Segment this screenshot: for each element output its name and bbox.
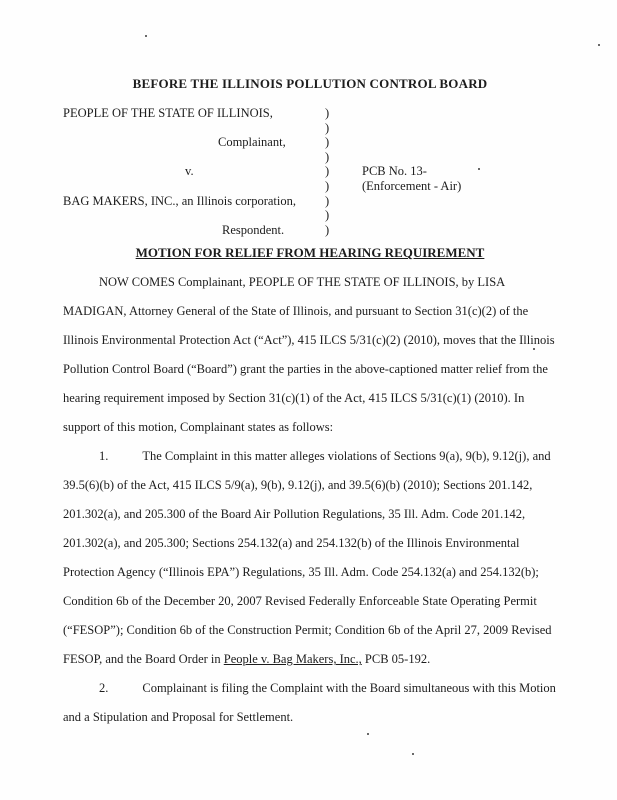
scan-speck: [145, 35, 147, 37]
caption-right-text: [362, 223, 557, 238]
caption-row: [63, 121, 557, 136]
respondent-party-name: BAG MAKERS, INC., an Illinois corporation,: [63, 193, 296, 208]
paragraph-text: The Complaint in this matter alleges violations of Sections 9(a), 9(b), 9.12(j), and 39.5(6)(b) of the Act, 415 ILCS 5/9(a), 9(b), 9.12(j), and 39.5(6)(b) (2010); Sections 201.142, 201.302(a), and 205.300 of the Board Air Pollution Regulations, 35 Ill. Adm. Code 201.142, 201.302(a), and 205.300; Sections 254.132(a) and 254.132(b) of the Illinois Environmental Protection Agency (“Illinois EPA”) Regulations, 35 Ill. Adm. Code 254.132(a) and 254.132(b); Condition 6b of the December 20, 2007 Revised Federally Enforceable State Operating Permit (“FESOP”); Condition 6b of the Construction Permit; Condition 6b of the April 27, 2009 Revised FESOP, and the Board Order in: [63, 449, 552, 667]
caption-left-text: [63, 150, 325, 165]
complainant-role-label: Complainant,: [218, 135, 286, 150]
case-type: (Enforcement - Air): [362, 178, 462, 193]
scan-speck: [412, 753, 414, 755]
paragraph-text: Complainant is filing the Complaint with the Board simultaneous with this Motion and a Stipulation and Proposal for Settlement.: [63, 681, 556, 725]
scan-speck: [478, 168, 480, 170]
complainant-party-name: PEOPLE OF THE STATE OF ILLINOIS,: [63, 106, 273, 120]
case-citation: People v. Bag Makers, Inc.,: [223, 652, 362, 667]
caption-row: [63, 223, 557, 238]
caption-row: [63, 164, 557, 179]
court-header: BEFORE THE ILLINOIS POLLUTION CONTROL BOARD: [132, 76, 488, 91]
case-number: PCB No. 13-: [362, 164, 427, 179]
caption-row: [63, 150, 557, 165]
opening-paragraph: NOW COMES Complainant, PEOPLE OF THE STATE OF ILLINOIS, by LISA MADIGAN, Attorney General of the State of Illinois, and pursuant to Section 31(c)(2) of the Illinois Environmental Protection Act (“Act”), 415 ILCS 5/31(c)(2) (2010), moves that the Illinois Pollution Control Board (“Board”) grant the parties in the above-captioned matter relief from the hearing requirement imposed by Section 31(c)(1) of the Act, 415 ILCS 5/31(c)(1) (2010). In support of this motion, Complainant states as follows:: [63, 275, 555, 435]
numbered-paragraph-2: [63, 674, 557, 732]
caption-right-text: [362, 106, 557, 121]
caption-paren: ): [325, 135, 330, 150]
scan-speck: [533, 348, 535, 350]
caption-right-text: [362, 150, 557, 165]
paragraph-number: 1.: [99, 449, 109, 464]
caption-row: [63, 179, 557, 194]
caption-row: [63, 135, 557, 150]
caption-paren: ): [325, 193, 330, 208]
caption-right-text: [362, 135, 557, 150]
motion-title: MOTION FOR RELIEF FROM HEARING REQUIREMENT: [135, 245, 485, 261]
paragraph-text: PCB 05-192.: [361, 652, 431, 667]
paragraph-number: 2.: [99, 681, 109, 696]
caption-right-text: [362, 208, 557, 223]
caption-left-text: [63, 179, 325, 194]
numbered-paragraph-1: [63, 442, 557, 674]
caption-left-text: [63, 208, 325, 223]
case-caption: [63, 106, 557, 237]
caption-right-text: [362, 121, 557, 136]
caption-row: [63, 194, 557, 209]
caption-row: [63, 106, 557, 121]
caption-paren: ): [325, 120, 330, 135]
caption-paren: ): [325, 164, 330, 179]
scan-speck: [598, 44, 600, 46]
caption-paren: ): [325, 106, 330, 120]
caption-paren: ): [325, 178, 330, 193]
caption-paren: ): [325, 208, 330, 223]
caption-right-text: [362, 194, 557, 209]
caption-row: [63, 208, 557, 223]
caption-left-text: [63, 121, 325, 136]
caption-paren: ): [325, 149, 330, 164]
scan-speck: [367, 733, 369, 735]
caption-paren: ): [325, 222, 330, 237]
versus-label: v.: [185, 164, 194, 179]
respondent-role-label: Respondent.: [222, 222, 285, 237]
